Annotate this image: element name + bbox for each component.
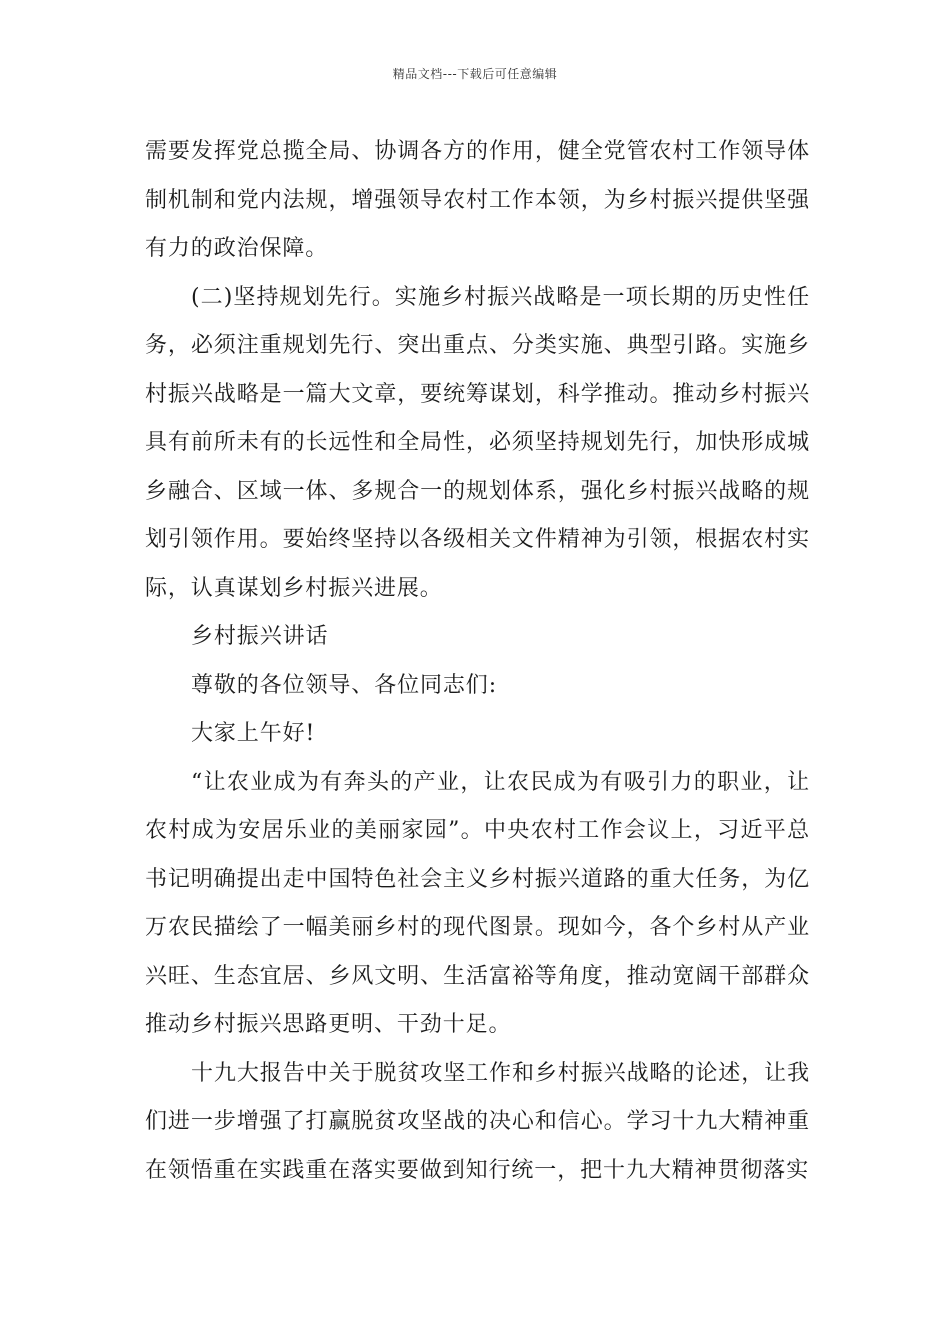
paragraph-planning: (二)坚持规划先行。实施乡村振兴战略是一项长期的历史性任务，必须注重规划先行、突出重点、分类实施、典型引路。实施乡村振兴战略是一篇大文章，要统筹谋划，科学推动。推动乡村振兴具有前所未有的长远性和全局性，必须坚持规划先行，加快形成城乡融合、区域一体、多规合一的规划体系，强化乡村振兴战略的规划引领作用。要始终坚持以各级相关文件精神为引领，根据农村实际，认真谋划乡村振兴进展。 (145, 284, 810, 601)
document-body (145, 128, 810, 1195)
paragraph-nineteenth-congress: 十九大报告中关于脱贫攻坚工作和乡村振兴战略的论述，让我们进一步增强了打赢脱贫攻坚战的决心和信心。学习十九大精神重在领悟重在实践重在落实要做到知行统一，把十九大精神贯彻落实 (145, 1060, 810, 1183)
greeting: 大家上午好! (191, 721, 316, 746)
paragraph-continuation: 需要发挥党总揽全局、协调各方的作用，健全党管农村工作领导体制机制和党内法规，增强领导农村工作本领，为乡村振兴提供坚强有力的政治保障。 (145, 139, 810, 261)
section-title: 乡村振兴讲话 (191, 624, 329, 649)
salutation: 尊敬的各位领导、各位同志们: (191, 672, 498, 698)
paragraph-quote: “让农业成为有奔头的产业，让农民成为有吸引力的职业，让农村成为安居乐业的美丽家园”。中央农村工作会议上，习近平总书记明确提出走中国特色社会主义乡村振兴道路的重大任务，为亿万农民描绘了一幅美丽乡村的现代图景。现如今，各个乡村从产业兴旺、生态宜居、乡风文明、生活富裕等角度，推动宽阔干部群众推动乡村振兴思路更明、干劲十足。 (145, 769, 810, 1037)
page-header: 精品文档---下载后可任意编辑 (392, 67, 558, 81)
